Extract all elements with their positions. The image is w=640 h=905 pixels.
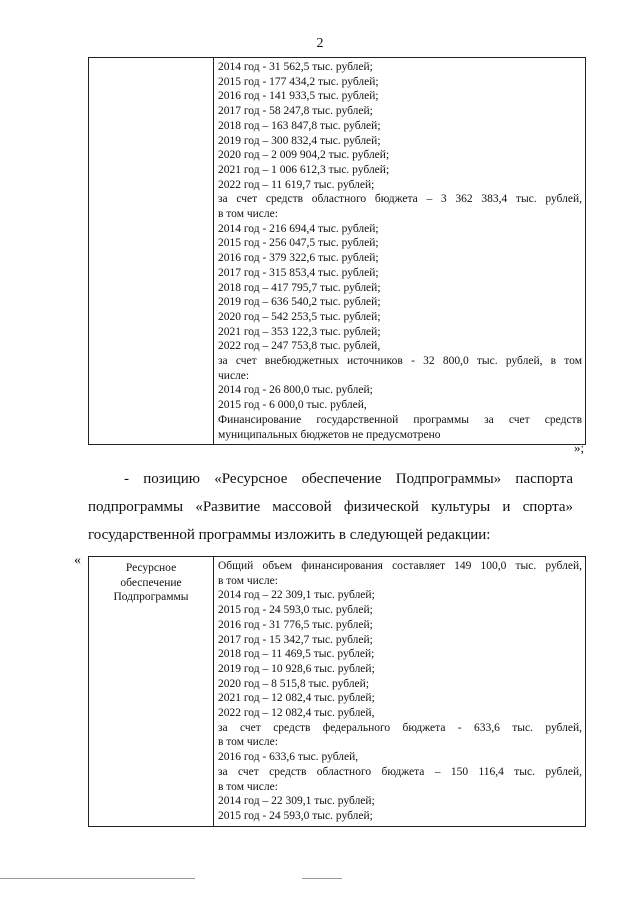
federal-budget-total: за счет средств федерального бюджета - 633,6 тыс. рублей, (218, 721, 582, 734)
funding-line: в том числе: (218, 736, 278, 749)
funding-line: 2015 год - 6 000,0 тыс. рублей, (218, 399, 367, 412)
funding-line: 2016 год - 141 933,5 тыс. рублей; (218, 90, 379, 103)
page-number: 2 (316, 36, 324, 51)
funding-line: 2014 год – 22 309,1 тыс. рублей; (218, 795, 375, 808)
funding-line: 2016 год - 31 776,5 тыс. рублей; (218, 618, 373, 631)
funding-line: 2021 год – 12 082,4 тыс. рублей; (218, 692, 375, 705)
table-row (89, 58, 586, 445)
funding-line: 2021 год – 353 122,3 тыс. рублей; (218, 325, 381, 338)
funding-line: 2019 год – 300 832,4 тыс. рублей; (218, 134, 381, 147)
funding-line: 2019 год – 636 540,2 тыс. рублей; (218, 296, 381, 309)
footer-rule (0, 878, 195, 879)
total-funding-line: Общий объем финансирования составляет 149 100,0 тыс. рублей, (218, 560, 582, 572)
funding-line: 2018 год – 11 469,5 тыс. рублей; (218, 648, 375, 661)
funding-line: 2017 год - 315 853,4 тыс. рублей; (218, 266, 379, 279)
funding-details-cell (214, 557, 586, 827)
regional-budget-total: за счет средств областного бюджета – 3 362 383,4 тыс. рублей, (218, 193, 582, 206)
funding-line: в том числе: (218, 208, 278, 221)
funding-table-continued (88, 57, 586, 445)
funding-line: 2015 год - 24 593,0 тыс. рублей; (218, 809, 373, 822)
funding-line: 2016 год - 633,6 тыс. рублей, (218, 751, 359, 764)
funding-line: 2020 год – 8 515,8 тыс. рублей; (218, 677, 370, 690)
empty-label-cell (89, 58, 214, 445)
funding-line: 2022 год – 11 619,7 тыс. рублей; (218, 178, 375, 191)
funding-line: 2015 год - 256 047,5 тыс. рублей; (218, 237, 379, 250)
funding-line: 2015 год - 177 434,2 тыс. рублей; (218, 75, 379, 88)
label-line: Ресурсное (125, 562, 177, 574)
extrabudgetary-total: за счет внебюджетных источников - 32 800,0 тыс. рублей, в том (218, 355, 582, 368)
funding-line: 2014 год - 216 694,4 тыс. рублей; (218, 222, 379, 235)
resource-provision-table (88, 556, 586, 827)
funding-line: числе: (218, 369, 250, 382)
funding-line: 2019 год – 10 928,6 тыс. рублей; (218, 662, 375, 675)
funding-line: 2014 год - 31 562,5 тыс. рублей; (218, 61, 373, 73)
funding-line: 2020 год – 2 009 904,2 тыс. рублей; (218, 149, 390, 162)
funding-details-cell (214, 58, 586, 445)
funding-line: 2022 год – 12 082,4 тыс. рублей, (218, 707, 375, 720)
municipal-funding-note: муниципальных бюджетов не предусмотрено (218, 428, 441, 441)
funding-line: 2014 год – 22 309,1 тыс. рублей; (218, 589, 375, 602)
funding-line: 2020 год – 542 253,5 тыс. рублей; (218, 310, 381, 323)
resource-provision-label (89, 557, 214, 827)
closing-quote: »; (574, 440, 585, 455)
funding-line: в том числе: (218, 574, 278, 587)
funding-line: 2018 год – 163 847,8 тыс. рублей; (218, 119, 381, 132)
funding-line: 2015 год - 24 593,0 тыс. рублей; (218, 604, 373, 617)
label-line: Подпрограммы (113, 591, 189, 604)
amendment-paragraph-line: - позицию «Ресурсное обеспечение Подпрограммы» паспорта (124, 471, 573, 487)
funding-line: 2016 год - 379 322,6 тыс. рублей; (218, 252, 379, 265)
amendment-paragraph-line: государственной программы изложить в следующей редакции: (88, 527, 491, 543)
label-line: обеспечение (120, 576, 182, 589)
funding-line: 2014 год - 26 800,0 тыс. рублей; (218, 384, 373, 397)
opening-quote: « (74, 553, 81, 568)
funding-line: 2017 год - 15 342,7 тыс. рублей; (218, 633, 373, 646)
municipal-funding-note: Финансирование государственной программы за счет средств (218, 413, 582, 426)
funding-line: 2018 год – 417 795,7 тыс. рублей; (218, 281, 381, 294)
footer-rule (302, 878, 342, 879)
table-row (89, 557, 586, 827)
funding-line: 2017 год - 58 247,8 тыс. рублей; (218, 105, 373, 118)
regional-budget-total: за счет средств областного бюджета – 150 116,4 тыс. рублей, (218, 765, 582, 778)
amendment-paragraph-line: подпрограммы «Развитие массовой физической культуры и спорта» (88, 499, 573, 515)
funding-line: 2021 год – 1 006 612,3 тыс. рублей; (218, 163, 390, 176)
funding-line: 2022 год – 247 753,8 тыс. рублей, (218, 340, 381, 353)
funding-line: в том числе: (218, 780, 278, 793)
